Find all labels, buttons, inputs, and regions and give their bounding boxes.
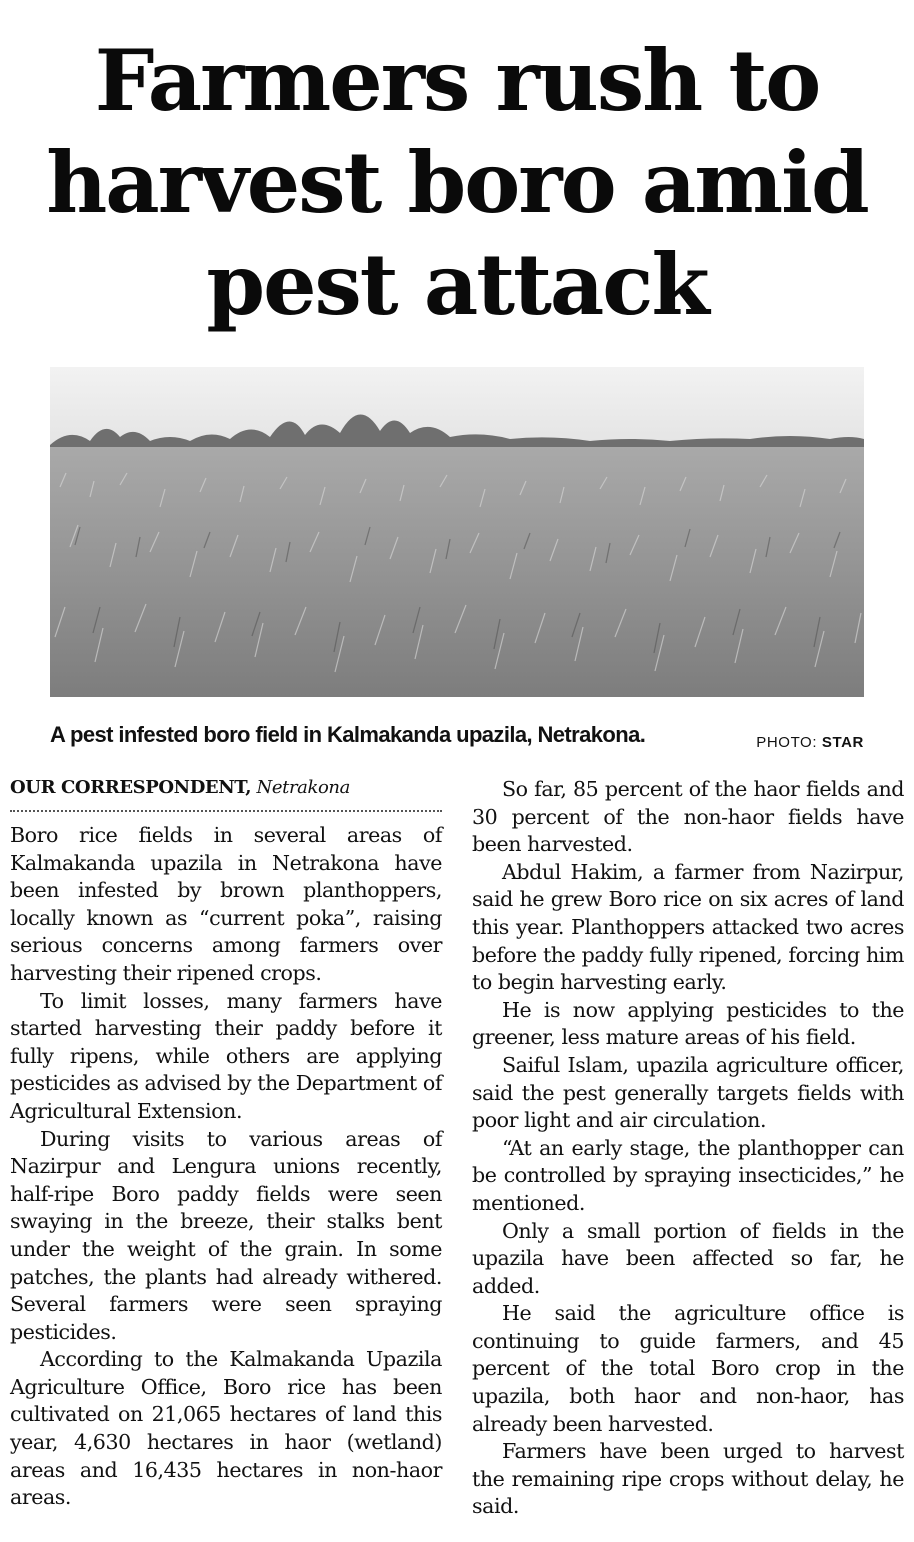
photo-credit-name: STAR [821, 734, 864, 751]
article-paragraph: Only a small portion of fields in the upazila have been affected so far, he added. [472, 1218, 904, 1298]
article-column-left [10, 776, 442, 1512]
article-paragraph: He said the agriculture office is continuing to guide farmers, and 45 percent of the total Boro crop in the upazila, both haor and non-haor, has already been harvested. [472, 1301, 904, 1436]
headline [0, 30, 914, 336]
caption-text: A pest infested boro field in Kalmakanda upazila, Netrakona. [50, 722, 646, 747]
article-paragraph: According to the Kalmakanda Upazila Agriculture Office, Boro rice has been cultivated on 21,065 hectares of land this year, 4,630 hectares in haor (wetland) areas and 16,435 hectares in non-haor areas. [10, 1347, 442, 1510]
photo-credit [756, 734, 864, 751]
article-paragraph: To limit losses, many farmers have started harvesting their paddy before it fully ripens, while others are applying pesticides as advised by the Department of Agricultural Extension. [10, 988, 442, 1123]
byline-place: Netrakona [256, 777, 350, 798]
article-paragraph: Boro rice fields in several areas of Kalmakanda upazila in Netrakona have been infested by brown planthoppers, locally known as “current poka”, raising serious concerns among farmers over harvesting their ripened crops. [10, 823, 442, 985]
article-paragraph: “At an early stage, the planthopper can be controlled by spraying insecticides,” he mentioned. [472, 1135, 904, 1215]
article-paragraph: He is now applying pesticides to the greener, less mature areas of his field. [472, 997, 904, 1050]
article-column-right [472, 776, 904, 1521]
boro-field-photo [50, 367, 864, 697]
headline-line-1: Farmers rush to [94, 31, 820, 130]
headline-line-2: harvest boro amid [46, 133, 868, 232]
article-paragraph: Farmers have been urged to harvest the remaining ripe crops without delay, he said. [472, 1439, 904, 1519]
byline [10, 776, 442, 812]
photo-caption [50, 722, 864, 756]
photo-credit-label: PHOTO: [756, 734, 822, 751]
headline-line-3: pest attack [206, 235, 708, 334]
byline-name: OUR CORRESPONDENT, [10, 777, 252, 798]
article-paragraph: During visits to various areas of Nazirpur and Lengura unions recently, half-ripe Boro paddy fields were seen swaying in the breeze, their stalks bent under the weight of the grain. In some patches, the plants had already withered. Several farmers were seen spraying pesticides. [10, 1126, 442, 1344]
article-paragraph: Abdul Hakim, a farmer from Nazirpur, said he grew Boro rice on six acres of land this year. Planthoppers attacked two acres before the paddy fully ripened, forcing him to begin harvesting early. [472, 859, 904, 995]
article-paragraph: Saiful Islam, upazila agriculture officer, said the pest generally targets fields with poor light and air circulation. [472, 1052, 904, 1133]
article-paragraph: So far, 85 percent of the haor fields and 30 percent of the non-haor fields have been harvested. [472, 777, 904, 857]
